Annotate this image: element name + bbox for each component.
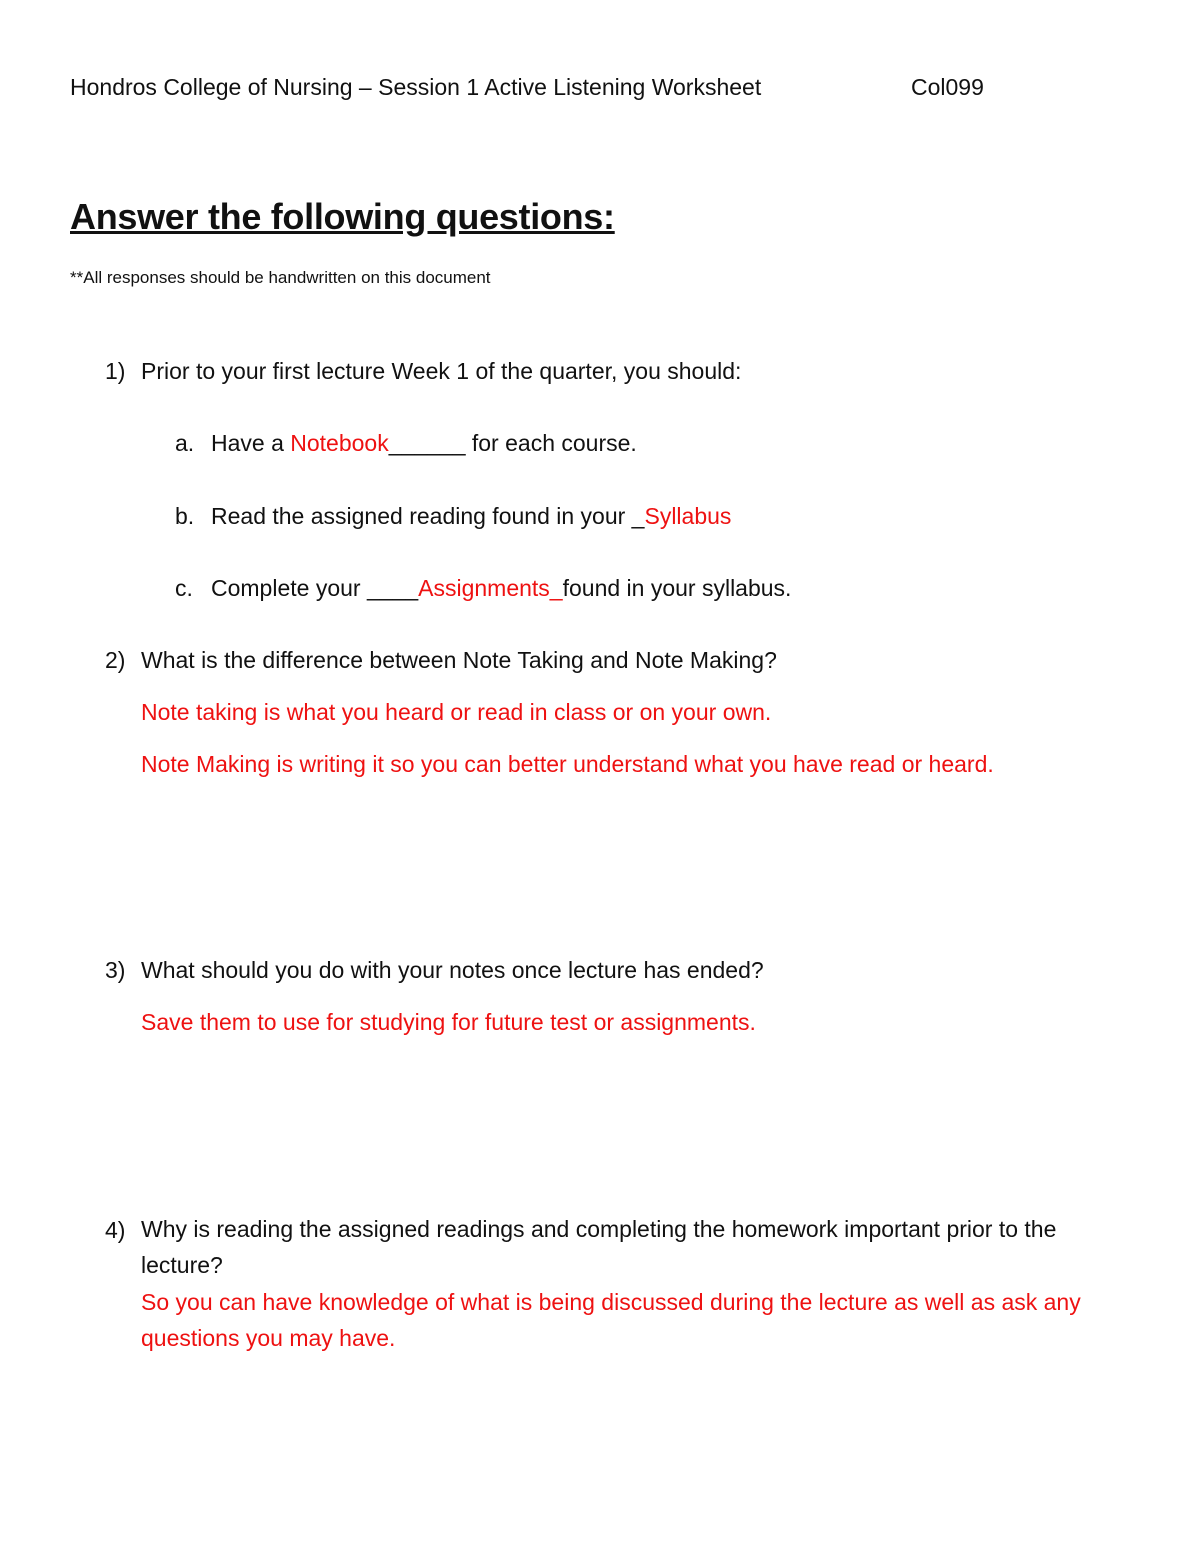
item-letter: a. — [175, 430, 195, 456]
answer-2-line-1: Note taking is what you heard or read in class or on your own. — [141, 699, 772, 725]
question-text: What is the difference between Note Taking and Note Making? — [141, 647, 777, 673]
answer-3: Save them to use for studying for future test or assignments. — [141, 1009, 756, 1035]
question-text: Why is reading the assigned readings and completing the homework important prior to the lecture? — [141, 1216, 1057, 1278]
header-title: Hondros College of Nursing – Session 1 Active Listening Worksheet — [70, 74, 762, 100]
item-text — [211, 430, 637, 457]
question-number: 4) — [105, 1217, 126, 1243]
item-prefix: Have a — [211, 430, 291, 456]
item-answer: Notebook — [290, 430, 389, 456]
item-text — [211, 575, 791, 602]
item-text — [211, 503, 731, 530]
question-number: 3) — [105, 957, 126, 983]
question-text: Prior to your first lecture Week 1 of the quarter, you should: — [141, 358, 742, 384]
item-answer: Assignments_ — [418, 575, 563, 601]
item-prefix: Read the assigned reading found in your _ — [211, 503, 645, 529]
question-number: 1) — [105, 358, 126, 384]
item-answer: Syllabus — [644, 503, 732, 529]
item-prefix: Complete your ____ — [211, 575, 419, 601]
answer-4: So you can have knowledge of what is being discussed during the lecture as well as ask any questions you may have. — [141, 1289, 1081, 1351]
question-number: 2) — [105, 647, 126, 673]
answer-2-line-2: Note Making is writing it so you can better understand what you have read or heard. — [141, 751, 994, 777]
item-suffix: ______ for each course. — [388, 430, 637, 456]
item-letter: b. — [175, 503, 195, 529]
question-text: What should you do with your notes once lecture has ended? — [141, 957, 764, 983]
instruction-note: **All responses should be handwritten on this document — [70, 268, 491, 287]
item-suffix: found in your syllabus. — [562, 575, 792, 601]
item-letter: c. — [175, 575, 193, 601]
page-heading: Answer the following questions: — [70, 196, 615, 237]
course-code: Col099 — [911, 74, 984, 100]
